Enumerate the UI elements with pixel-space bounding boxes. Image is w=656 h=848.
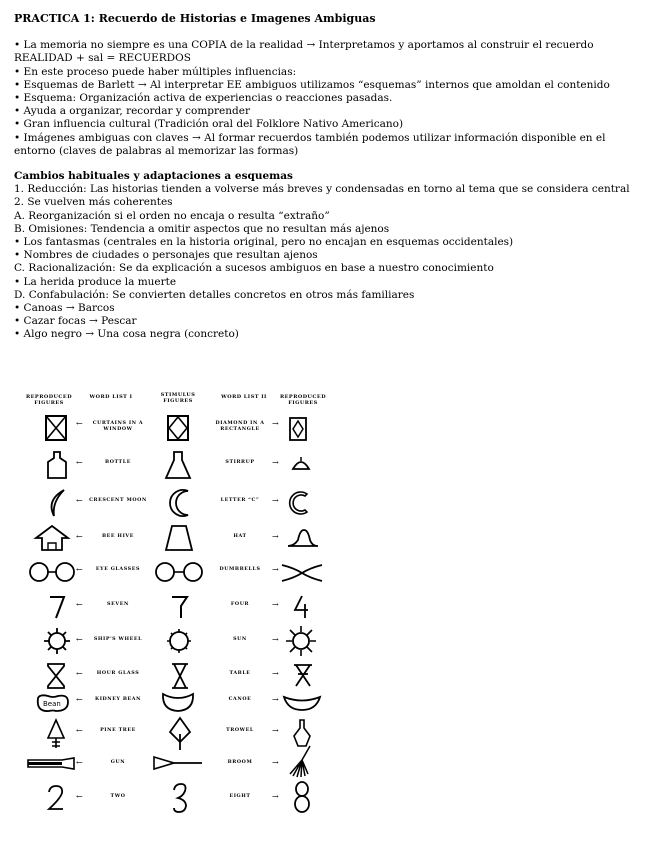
- change-line: • Cazar focas → Pescar: [14, 315, 137, 328]
- intro-section: [14, 39, 646, 158]
- word-label-canoe: CANOE: [228, 696, 252, 702]
- canoe-figure: [282, 694, 322, 712]
- change-line: D. Confabulación: Se convierten detalles concretos en otros más familiares: [14, 288, 415, 301]
- word-label-hour-glass: HOUR GLASS: [96, 670, 140, 676]
- stimulus-circle-rays: [164, 626, 194, 656]
- word-label-ships-wheel: SHIP'S WHEEL: [93, 636, 143, 642]
- word-label-bee-hive: BEE HIVE: [102, 533, 134, 539]
- two-figure: [46, 784, 66, 812]
- arrow-left-icon: ←: [76, 600, 83, 609]
- arrow-left-icon: ←: [76, 419, 83, 428]
- word-label-gun: GUN: [110, 759, 126, 765]
- section-title: Cambios habituales y adaptaciones a esquemas: [14, 170, 293, 183]
- intro-line: • Gran influencia cultural (Tradición oral del Folklore Nativo Americano): [14, 118, 404, 131]
- header-word-list-2: WORD LIST II: [221, 394, 267, 400]
- arrow-left-icon: ←: [76, 635, 83, 644]
- bottle-figure: [46, 450, 68, 480]
- bean-text: Bean: [43, 700, 61, 708]
- word-label-hat: HAT: [233, 533, 247, 539]
- letter-c-figure: [290, 490, 310, 516]
- hour-glass-figure: [46, 662, 66, 690]
- arrow-right-icon: →: [272, 458, 279, 467]
- curtains-figure: [44, 414, 68, 442]
- stimulus-bean-canoe: [160, 690, 196, 714]
- word-label-curtains: CURTAINS IN A WINDOW: [92, 420, 144, 432]
- stimulus-two-eight: [170, 782, 190, 814]
- arrow-left-icon: ←: [76, 758, 83, 767]
- stimulus-circles: [154, 560, 204, 584]
- ships-wheel-figure: [42, 626, 72, 656]
- change-line: • La herida produce la muerte: [14, 275, 177, 288]
- intro-line: • Ayuda a organizar, recordar y comprender: [14, 105, 250, 118]
- intro-line: • Imágenes ambiguas con claves → Al formar recuerdos también podemos utilizar información disponible en el entorno (claves de palabras al memorizar las formas): [14, 131, 606, 157]
- arrow-right-icon: →: [272, 792, 279, 801]
- four-figure: [292, 594, 310, 620]
- word-label-seven: SEVEN: [107, 601, 129, 607]
- arrow-right-icon: →: [272, 635, 279, 644]
- word-label-eight: EIGHT: [229, 793, 251, 799]
- stimulus-trapezoid: [164, 524, 194, 552]
- sun-figure: [284, 624, 318, 658]
- word-label-kidney-bean: KIDNEY BEAN: [94, 696, 142, 702]
- change-line: • Los fantasmas (centrales en la historia original, pero no encajan en esquemas occidentales): [14, 236, 514, 249]
- gun-figure: [26, 756, 76, 772]
- arrow-left-icon: ←: [76, 496, 83, 505]
- eight-figure: [292, 780, 312, 814]
- bee-hive-figure: [34, 524, 70, 552]
- arrow-right-icon: →: [272, 669, 279, 678]
- arrow-left-icon: ←: [76, 669, 83, 678]
- arrow-right-icon: →: [272, 532, 279, 541]
- word-label-two: TWO: [110, 793, 126, 799]
- arrow-right-icon: →: [272, 419, 279, 428]
- intro-line: • La memoria no siempre es una COPIA de la realidad → Interpretamos y aportamos al construir el recuerdo: [14, 39, 594, 52]
- header-reproduced-figures-1: REPRODUCED FIGURES: [25, 394, 73, 406]
- stimulus-seven-four: [170, 594, 190, 620]
- word-label-diamond: DIAMOND IN A RECTANGLE: [215, 420, 265, 432]
- stimulus-broom-gun: [152, 754, 204, 772]
- table-figure: [292, 662, 314, 688]
- document-body: [14, 12, 646, 342]
- hat-figure: [286, 528, 320, 550]
- eye-glasses-figure: [28, 560, 76, 584]
- change-line: • Canoas → Barcos: [14, 302, 115, 315]
- intro-line: • Esquemas de Barlett → Al interpretar EE ambiguos utilizamos “esquemas” internos que amoldan el contenido: [14, 78, 610, 91]
- word-label-sun: SUN: [233, 636, 247, 642]
- diamond-rectangle-figure: [288, 416, 308, 442]
- change-line: • Algo negro → Una cosa negra (concreto): [14, 328, 239, 341]
- intro-line: • En este proceso puede haber múltiples influencias:: [14, 65, 297, 78]
- arrow-right-icon: →: [272, 496, 279, 505]
- stimulus-hourglass-table: [170, 662, 190, 690]
- seven-figure: [48, 594, 66, 620]
- arrow-left-icon: ←: [76, 726, 83, 735]
- arrow-right-icon: →: [272, 758, 279, 767]
- arrow-left-icon: ←: [76, 565, 83, 574]
- word-label-dumbbells: DUMBBELLS: [219, 566, 261, 572]
- stimulus-bottle-stirrup: [164, 450, 192, 480]
- change-line: 2. Se vuelven más coherentes: [14, 196, 173, 209]
- word-label-crescent-moon: CRESCENT MOON: [89, 497, 147, 503]
- change-line: • Nombres de ciudades o personajes que resultan ajenos: [14, 249, 318, 262]
- change-line: A. Reorganización si el orden no encaja o resulta “extraño”: [14, 209, 330, 222]
- intro-line: REALIDAD + sal = RECUERDOS: [14, 52, 191, 65]
- intro-line: • Esquema: Organización activa de experiencias o reacciones pasadas.: [14, 92, 393, 105]
- header-stimulus-figures: STIMULUS FIGURES: [160, 392, 196, 404]
- broom-figure: [288, 744, 312, 778]
- word-label-eye-glasses: EYE GLASSES: [95, 566, 141, 572]
- word-label-bottle: BOTTLE: [105, 459, 131, 465]
- arrow-right-icon: →: [272, 600, 279, 609]
- word-label-broom: BROOM: [227, 759, 253, 765]
- dumbbells-figure: [280, 562, 324, 584]
- arrow-left-icon: ←: [76, 532, 83, 541]
- word-label-letter-c: LETTER “C”: [220, 497, 260, 503]
- pine-tree-figure: [46, 718, 66, 750]
- change-line: C. Racionalización: Se da explicación a sucesos ambiguos en base a nuestro conocimiento: [14, 262, 494, 275]
- header-reproduced-figures-2: REPRODUCED FIGURES: [279, 394, 327, 406]
- word-label-table: TABLE: [229, 670, 251, 676]
- arrow-left-icon: ←: [76, 695, 83, 704]
- stimulus-diamond-rectangle: [166, 414, 190, 442]
- word-label-four: FOUR: [230, 601, 250, 607]
- header-word-list-1: WORD LIST I: [89, 394, 133, 400]
- crescent-moon-figure: [46, 488, 68, 518]
- arrow-left-icon: ←: [76, 792, 83, 801]
- stimulus-diamond-stem: [168, 716, 192, 752]
- word-label-trowel: TROWEL: [226, 727, 254, 733]
- kidney-bean-figure: [34, 692, 72, 714]
- word-label-stirrup: STIRRUP: [225, 459, 255, 465]
- stirrup-figure: [290, 456, 312, 472]
- change-line: 1. Reducción: Las historias tienden a volverse más breves y condensadas en torno al tema que se considera central: [14, 183, 630, 196]
- arrow-left-icon: ←: [76, 458, 83, 467]
- arrow-right-icon: →: [272, 695, 279, 704]
- change-line: B. Omisiones: Tendencia a omitir aspectos que no resultan más ajenos: [14, 222, 390, 235]
- changes-section: [14, 183, 646, 341]
- stimulus-crescent: [168, 488, 192, 518]
- page-title: PRACTICA 1: Recuerdo de Historias e Imagenes Ambiguas: [14, 12, 376, 25]
- carmichael-figure: [18, 392, 328, 822]
- word-label-pine-tree: PINE TREE: [100, 727, 136, 733]
- arrow-right-icon: →: [272, 726, 279, 735]
- arrow-right-icon: →: [272, 565, 279, 574]
